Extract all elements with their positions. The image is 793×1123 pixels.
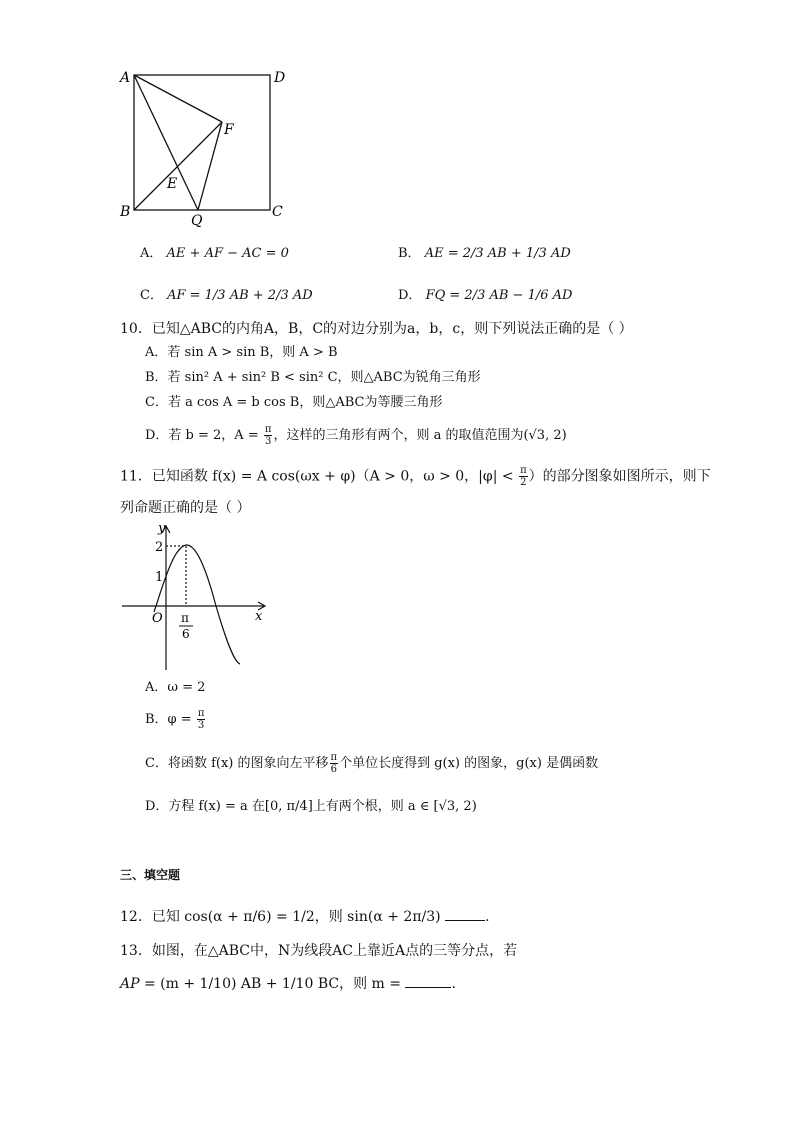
q11-option-c[interactable]: C．将函数 f(x) 的图象向左平移 $\frac{\pi}{6}$ 个单位长度得到 g(x) 的图象，g(x) 是偶函数 — [145, 752, 599, 775]
graph-tick-x-den: 6 — [182, 627, 190, 641]
q9-option-a[interactable]: A． AE + AF − AC = 0 — [140, 246, 289, 261]
q13-line2: AP = (m + 1/10) AB + 1/10 BC，则 m = . — [120, 973, 456, 994]
figure-square — [115, 62, 295, 232]
q12-arg1: (α + π/6) — [207, 909, 272, 925]
q9-option-b[interactable]: B． AE = 2/3 AB + 1/3 AD — [398, 246, 571, 261]
q9-option-d-text: FQ = 2/3 AB − 1/6 AD — [425, 288, 573, 303]
section-title: 三、填空题 — [120, 868, 181, 882]
q10-d-fraction: $\frac{\pi}{3}$ — [264, 424, 272, 447]
graph-y-label: y — [158, 521, 166, 536]
q11-stem: 11．已知函数 f(x) = A cos(ωx + φ)（A > 0，ω > 0，|φ| < $\frac{\pi}{2}$ ）的部分图象如图所示，则下 — [120, 465, 711, 488]
graph-x-label: x — [255, 609, 263, 624]
q11-option-d[interactable]: D．方程 f(x) = a 在[0, π/4]上有两个根，则 a ∈ [√3, 2) — [145, 799, 477, 814]
label-e: E — [167, 176, 178, 192]
graph-origin: O — [152, 611, 163, 626]
q10-option-c[interactable]: C．若 a cos A = b cos B，则△ABC为等腰三角形 — [145, 395, 443, 410]
q10-stem: 10．已知△ABC的内角A，B，C的对边分别为a，b，c，则下列说法正确的是（ ） — [120, 321, 633, 337]
graph-tick-y2: 2 — [155, 540, 164, 555]
q9-option-b-text: AE = 2/3 AB + 1/3 AD — [424, 246, 571, 261]
q10-option-a[interactable]: A．若 sin A > sin B，则 A > B — [145, 345, 338, 360]
q12-arg2: (α + 2π/3) — [367, 909, 441, 925]
q10-option-d[interactable]: D．若 b = 2，A = $\frac{\pi}{3}$ ，这样的三角形有两个，则 a 的取值范围为(√3, 2) — [145, 424, 567, 447]
q13-answer-blank[interactable] — [405, 973, 451, 988]
q10-d-range: (√3, 2) — [523, 428, 567, 443]
label-f: F — [224, 122, 234, 138]
q12-answer-blank[interactable] — [445, 906, 485, 921]
q11-option-a[interactable]: A．ω = 2 — [145, 680, 206, 695]
q9-option-d[interactable]: D． FQ = 2/3 AB − 1/6 AD — [398, 288, 573, 303]
label-b: B — [120, 204, 131, 220]
q9-option-c-text: AF = 1/3 AB + 2/3 AD — [167, 288, 313, 303]
q11-d-interval: [0, π/4] — [264, 799, 313, 814]
q13-line1: 13．如图，在△ABC中，N为线段AC上靠近A点的三等分点，若 — [120, 943, 518, 959]
q11-option-b[interactable]: B．φ = $\frac{\pi}{3}$ — [145, 708, 205, 731]
q10-option-b[interactable]: B．若 sin² A + sin² B < sin² C，则△ABC为锐角三角形 — [145, 370, 481, 385]
graph-tick-x-num: π — [181, 611, 189, 625]
label-q: Q — [191, 213, 203, 229]
label-c: C — [272, 204, 283, 220]
q12: 12．已知 cos(α + π/6) = 1/2，则 sin(α + 2π/3) . — [120, 906, 490, 927]
q11-stem-fraction: $\frac{\pi}{2}$ — [520, 465, 527, 488]
q9-option-c[interactable]: C． AF = 1/3 AB + 2/3 AD — [140, 288, 313, 303]
q11-stem-line2: 列命题正确的是（ ） — [120, 500, 251, 516]
q11-graph — [118, 518, 278, 678]
label-a: A — [120, 70, 131, 86]
graph-tick-y1: 1 — [155, 570, 164, 585]
label-d: D — [274, 70, 286, 86]
q9-option-a-text: AE + AF − AC = 0 — [166, 246, 289, 261]
